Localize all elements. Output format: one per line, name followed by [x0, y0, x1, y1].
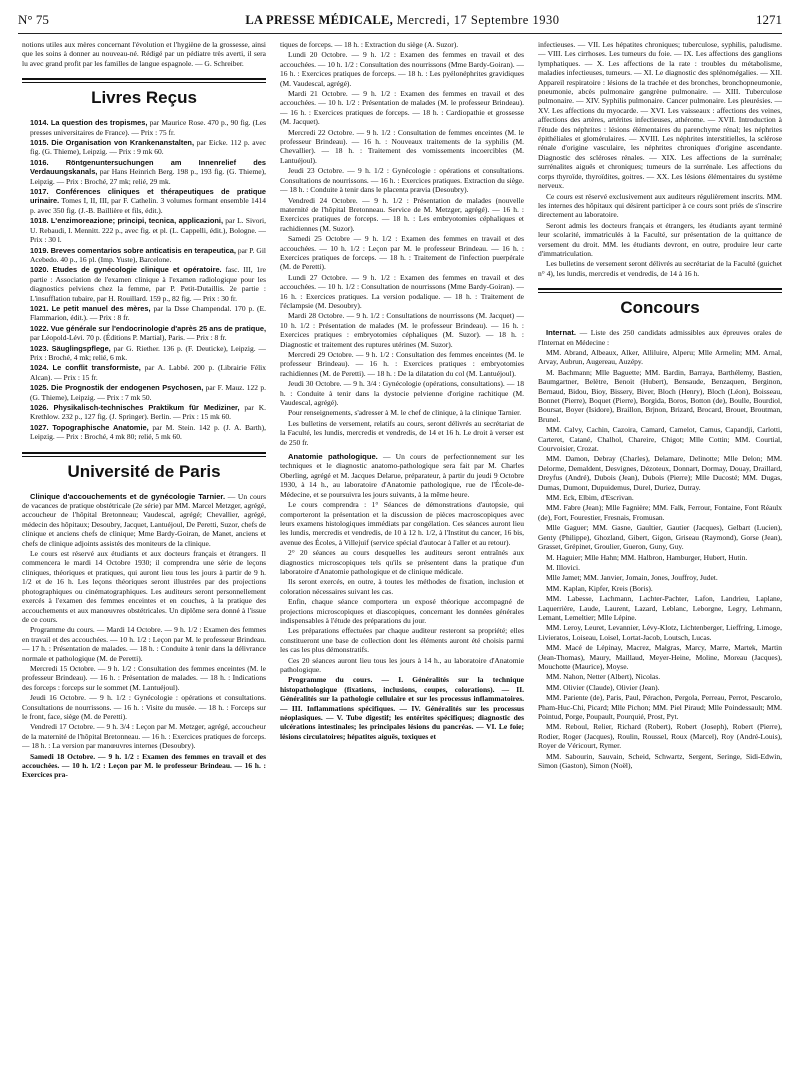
paragraph: Pour renseignements, s'adresser à M. le chef de clinique, à la clinique Tarnier. — [288, 408, 522, 418]
candidate-group: MM. Calvy, Cachin, Cazoira, Camard, Camelot, Camus, Capandji, Carlotti, Carteret, Catané, Chalhol, Chareire, Chigot; Mlle Cottin; MM. Courtial, Courvoisier, Crozat. — [538, 425, 782, 454]
journal-title: LA PRESSE MÉDICALE, — [245, 13, 394, 27]
candidate-group: M. Bachmann; Mlle Baguette; MM. Bardin, Barraya, Barthélemy, Bastien, Baumgartner, Belètre, Benoit (Hubert), Bensaude, Benzaquen, Berginon, Bernaud, Bidou, Bioy, Bissery, Biver, Bloch (Henry), Bloch (Léon), Boisseau, Bonnet (Pierre), Boquet (Pierre), Borgida, Boros, Botton (de), Boulle, Bourdiol, Boursat, Boyer (Isidore), Braillon, Brjnon, Brizard, Brocard, Brouet, Broutman, Brunel. — [538, 367, 782, 424]
section-title-concours: Concours — [538, 288, 782, 318]
candidate-list — [538, 348, 782, 770]
internat-heading: Internat. — [546, 328, 576, 338]
column-1 — [22, 40, 266, 1074]
anatomie-heading: Anatomie pathologique. — [288, 452, 378, 462]
candidate-group: MM. Macé de Lépinay, Macrez, Malgras, Marcy, Marre, Martek, Martin (Jean-Thomas), Maury, Maillaud, Meyer-Heine, Moline, Moreau (Jacques), Mouchotte (Maurice), Moyse. — [538, 643, 782, 671]
book-title: 1025. Die Prognostik der endogenen Psychosen, — [30, 383, 204, 393]
paragraph: Le cours est réservé aux étudiants et aux docteurs français et étrangers. Il commencera le mardi 14 Octobre 1930; il comprendra une série de leçons cliniques, théoriques et pratiques, qui auront lieu tous les jours à partir de 9 h. 1/2 et de 16 h. Les leçons théoriques seront illustrées par des projections photographiques ou cinématographiques. Les auditeurs seront personnellement exercés à l'examen des femmes enceintes et en couches, à la pratique des accouchements et aux manœuvres obstétricales. Un diplôme sera donné à l'issue de ce cours. — [22, 549, 266, 624]
book-list — [22, 118, 266, 441]
book-details: par F. Mauz. 122 p. (G. Thieme), Leipzig. — Prix : 7 mk 50. — [30, 383, 266, 402]
candidate-group: MM. Sabourin, Sauvain, Scheid, Schwartz, Sergent, Seringe, Sidi-Edwin, Simon (Gaston), Simon (Noël), — [538, 751, 782, 771]
book-entry — [22, 265, 266, 303]
paragraph: Mercredi 15 Octobre. — 9 h. 1/2 : Consultation des femmes enceintes (M. le professeur Brindeau). — 16 h. : Présentation de malades. — 18 h. : Indications des forceps : forceps sur le sommet (M. Lantuéjoul). — [22, 663, 266, 692]
paragraph: Enfin, chaque séance comportera un exposé théorique accompagné de projections microscopiques et diascopiques, concernant les données générales indispensables à l'étude des préparations du jour. — [280, 597, 524, 625]
book-entry — [22, 216, 266, 244]
internat-intro — [538, 328, 782, 347]
paragraph: 2° 20 séances au cours desquelles les auditeurs seront entraînés aux diagnostics microscopiques tels qu'ils se présentent dans la pratique d'un laboratoire d'Anatomie pathologique et de clinique médicale. — [280, 548, 524, 576]
book-details: par Hans Heinrich Berg. 198 p., 193 fig. (G. Thieme), Leipzig. — Prix : Broché, 27 mk; relié, 29 mk. — [30, 167, 266, 186]
paragraph: Samedi 25 Octobre — 9 h. 1/2 : Examen des femmes en travail et des accouchées. — 10 h. 1/2 : Leçon par M. le professeur Brindeau. — 16 h. : Exercices pratiques de forceps. — 18 h. : Traitement de l'infection puerpérale (M. de Peretti). — [280, 234, 524, 272]
candidate-group: MM. Fabre (Jean); Mlle Fagnière; MM. Falk, Ferrour, Fontaine, Font Réaulx (de), Fort, Fourestier, Fresnais, Fromusan. — [538, 503, 782, 522]
book-entry — [22, 363, 266, 382]
book-details: par la Dsse Champendal. 170 p. (E. Flammarion, édit.). — Prix : 8 fr. — [30, 303, 266, 323]
paragraph: Jeudi 23 Octobre. — 9 h. 1/2 : Gynécologie : opérations et consultations. Consultations de nourrissons. — 16 h. : Exercices pratiques. Extraction du siège. — 18 h. : Conduite à tenir dans le placenta prævia (Desoubry). — [280, 166, 524, 195]
book-details: fasc. III, 1re partie : Association de l'examen clinique à l'examen radiologique pour les diagnostics pelviens chez la femme, par P. Petit-Dutaillis. 2e partie : L'insufflation tubaire, par H. Rouillard. 159 p., 82 fig. — Prix : 30 fr. — [30, 265, 266, 303]
page-number: 1271 — [755, 12, 782, 27]
paragraph: Les bulletins de versement, relatifs au cours, seront délivrés au secrétariat de la Faculté, les lundis, mercredis et vendredis, de 14 et 16 h. Le droit à verser est de 250 fr. — [280, 418, 524, 447]
candidate-group: M. Illovici. — [546, 562, 580, 572]
book-title: 1022. Vue générale sur l'endocrinologie d'après 25 ans de pratique, — [30, 323, 266, 333]
anatomie-text: — Un cours de perfectionnement sur les techniques et le diagnostic anatomo-pathologique sera fait par M. Charles Oberling, agrégé et M. Jacques Delarue, préparateur, à partir du jeudi 9 Octobre 1930, à 14 h., au laboratoire d'Anatomie pathologique, rue de l'École-de-Médecine, et se poursuivra les jours suivants, à la même heure. — [280, 452, 524, 499]
book-title: 1019. Breves comentarios sobre anticatisis en terapeutica, — [30, 245, 236, 255]
book-title: 1014. La question des tropismes, — [30, 118, 148, 128]
section-title-universite: Université de Paris — [22, 452, 266, 482]
anatomie-intro — [280, 452, 524, 499]
header-rule — [18, 33, 782, 34]
book-entry — [22, 383, 266, 402]
book-title: 1016. Röntgenuntersuchungen am Innenrelief des Verdauungskanals, — [30, 157, 266, 177]
column-3 — [538, 40, 782, 1074]
book-title: 1015. Die Organisation von Krankenanstalten, — [30, 138, 195, 148]
book-entry — [22, 344, 266, 363]
clinique-text: — Un cours de vacances de pratique obstétricale (2e série) par MM. Marcel Metzger, agrégé, accoucheur de l'hôpital Bretonneau; Vaudescal, agrégé; Chevallier, agrégé, médecin des hôpitaux; Desoubry, Jacquet, Lantuéjoul, De Peretti, Suzor, chefs de clinique et anciens chefs de clinique; Mme Bardy-Goiran, de Manet, anciens et chefs de clinique adjoints assistés des moniteurs de la clinique. — [22, 491, 266, 548]
book-title: 1023. Säuglingspflege, — [30, 343, 111, 353]
section-title-livres-recus: Livres Reçus — [22, 78, 266, 108]
candidate-group: MM. Kaplan, Kipfer, Kreis (Boris). — [546, 583, 653, 593]
candidate-group: MM. Pariente (de), Paris, Paul, Pérachon, Pergola, Perreau, Perrot, Pescarolo, Pham-Huc-Chi, Picard; Mlle Pichon; MM. Piel Piraud; Mlle Poindessault; MM. Pointud, Porge, Poupault, Pourquié, Prost, Pyt. — [538, 693, 782, 721]
candidate-group: MM. Labesse, Lachmann, Lachter-Pachter, Lafon, Landrieu, Laplane, Laquerrière, Laude, Laurent, Lazard, Leblanc, Leborgne, Legry, Lehmann, Lemant, Lemeltier; Mlle Lépine. — [538, 594, 782, 622]
clinique-intro — [22, 492, 266, 548]
book-entry — [22, 138, 266, 157]
book-entry — [22, 324, 266, 343]
book-title: 1024. Le conflit transformiste, — [30, 363, 141, 373]
paragraph: Programme du cours. — Mardi 14 Octobre. — 9 h. 1/2 : Examen des femmes en travail et des accouchées. — 10 h. 1/2 : Leçon par M. le professeur Brindeau. — 17 h. : Présentation de malades. — 18 h. : Conduite à tenir dans la délivrance normale et pathologique (M. de Peretti). — [22, 625, 266, 663]
journal-masthead — [245, 13, 559, 28]
paragraph: Jeudi 30 Octobre. — 9 h. 3/4 : Gynécologie (opérations, consultations). — 18 h. : Conduite à tenir dans la dystocie pelvienne d'origine rachitique (M. Vaudescal, agrégé). — [280, 379, 524, 408]
issue-number: N° 75 — [18, 12, 49, 27]
book-entry — [22, 158, 266, 186]
book-title: 1017. Conférences cliniques et thérapeutiques de pratique urinaire. — [30, 187, 266, 206]
paragraph: Ils seront exercés, en outre, à toutes les méthodes de fixation, inclusion et coloration nécessaires suivant les cas. — [280, 577, 524, 596]
clinique-heading: Clinique d'accouchements et de gynécologie Tarnier. — [30, 491, 226, 501]
candidate-group: M. Haguier; Mlle Hahn; MM. Halbron, Hamburger, Hubert, Hutin. — [546, 552, 748, 562]
book-details: par M. Stein. 142 p. (J. A. Barth), Leipzig. — Prix : Broché, 4 mk 80; relié, 5 mk 60. — [30, 422, 266, 442]
paragraph: Ces 20 séances auront lieu tous les jours à 14 h., au laboratoire d'Anatomie pathologique. — [280, 655, 524, 674]
page-header — [18, 12, 782, 30]
book-details: par G. Riether. 136 p. (F. Deuticke), Leipzig. — Prix : Broché, 4 mk; relié, 6 mk. — [30, 343, 266, 362]
book-entry — [22, 118, 266, 137]
paragraph: infectieuses. — VII. Les hépatites chroniques; tuberculose, syphilis, paludisme. — VIII. Les cirrhoses. Les tumeurs du foie. — IX. Les affections des ganglions lymphatiques. — X. Les affections de la rate : troubles du métabolisme, maladies infectieuses, tumeurs. — XI. Le diagnostic des splénomégalies. — XII. Appareil respiratoire : lésions de la trachée et des bronches, bronchopneumonie, pneumonie, abcès pulmonaire gangrène pulmonaire. — XIII. Tuberculose pulmonaire. — XIV. Syphilis pulmonaire. Cancer pulmonaire. Les pleurésies. — XV. Les affections du myocarde. — XVI. Les vaisseaux : affections des veines, affections des artères, artérites infectieuses, athérome. — XVII. Introduction à l'étude des néphrites : lésions élémentaires du parenchyme rénal; les néphrites épithéliales et glomérulaires. — XVIII. Les néphrites interstitielles, la sclérose rénale d'origine vasculaire, les néphrites chroniques d'origine ascendante. Diagnostic des scléroses rénales. — XIX. Les affections de la surrénale; surrénalites aiguës et chroniques; tumeurs de la surrénale. Les affections du corps thyroïde, thyroïdites, goitres. — XX. Les lésions élémentaires du système nerveux. — [538, 40, 782, 191]
paragraph: Lundi 20 Octobre. — 9 h. 1/2 : Examen des femmes en travail et des accouchées. — 10 h. 1/2 : Consultation des nourrissons (Mme Bardy-Goiran). — 16 h. : Exercices pratiques de forceps. — 18 h. : Les pyélonéphrites gravidiques (M. Vaudescal, agrégé). — [280, 50, 524, 88]
book-details: par Eicke. 112 p. avec fig. (G. Thieme), Leipzig. — Prix : 9 mk 60. — [30, 138, 266, 157]
paragraph: Seront admis les docteurs français et étrangers, les étudiants ayant terminé leur scolarité, immatriculés à la Faculté, sur présentation de la quittance de versement du droit. MM. les étudiants devront, en outre, produire leur carte d'immatriculation. — [538, 220, 782, 258]
paragraph: Mercredi 29 Octobre. — 9 h. 1/2 : Consultation des femmes enceintes (M. le professeur Brindeau). — 16 h. : Exercices pratiques : embryotomies rachidiennes (M. de Peretti). — 18 h. : De la dilatation du col (M. Lantuéjoul). — [280, 350, 524, 378]
paragraph: Le cours comprendra : 1° Séances de démonstrations d'autopsie, qui comporteront la présentation et la discussion de pièces macroscopiques avec leurs examens histologiques immédiats par congélation. Ces séances auront lieu les lundis, mercredis et vendredis, de 10 à 12 h. 1/2, à l'Institut du cancer, 16 bis, avenue des Écoles, à Villejuif (service spécial d'autocar à l'aller et au retour). — [280, 500, 524, 547]
candidate-group: MM. Eck, Elbim, d'Escrivan. — [546, 493, 634, 503]
candidate-group: MM. Olivier (Claude), Olivier (Jean). — [546, 682, 660, 692]
book-entry — [22, 187, 266, 215]
paragraph: Mardi 28 Octobre. — 9 h. 1/2 : Consultations de nourrissons (M. Jacquet) — 10 h. 1/2 : Présentation de malades (M. le professeur Brindeau). — 16 h. : Exercices pratiques : embryotomies céphaliques (M. Suzor). — 18 h. : Diagnostic et traitement des ruptures utérines (M. Suzor). — [280, 311, 524, 349]
book-entry — [22, 304, 266, 323]
book-title: 1027. Topographische Anatomie, — [30, 422, 149, 432]
paragraph: Vendredi 17 Octobre. — 9 h. 3/4 : Leçon par M. Metzger, agrégé, accoucheur de la maternité de l'hôpital Bretonneau. — 16 h. : Exercices pratiques de forceps. — 18 h. : La version par manœuvres internes (Desoubry). — [22, 722, 266, 751]
book-details: par Maurice Rose. 470 p., 90 fig. (Les presses universitaires de France). — Prix : 75 fr. — [30, 118, 266, 137]
column-2 — [280, 40, 524, 1074]
paragraph: Programme du cours. — I. Généralités sur la technique histopathologique (fixations, inclusions, coupes, colorations). — II. Généralités sur la pathologie cellulaire et sur les processus inflammatoires. — III. Inflammations spécifiques. — IV. Généralités sur les processus néoplasiques. — V. Tube digestif; les entérites spécifiques; diagnostic des ulcérations intestinales; les principales lésions du pancréas. — VI. Le foie; lésions circulatoires; hépatites aiguës, toxiques et — [280, 675, 524, 741]
candidate-group: Mlle Jamet; MM. Janvier, Jomain, Jones, Jouffroy, Judet. — [546, 573, 718, 583]
candidate-group: MM. Damon, Debray (Charles), Delamare, Delinotte; Mlle Delon; MM. Delorme, Demaldent, Desvignes, Dézoteux, Donnart, Dormay, Douay, Draillard, Dreyfus (André), Dubois (Jean), Dubois (Pierre); Mlle Ducosté; MM. Dugas, Dumas, Dumont, Dupuidemus, Durel, Duriez, Dutray. — [538, 454, 782, 492]
book-details: par L. Sivori, U. Rebaudi, I. Mennitt. 222 p., avec fig. et pl. (L. Cappelli, édit.), Bologne. — Prix : 30 l. — [30, 216, 266, 245]
candidate-group: MM. Nahon, Netter (Albert), Nicolas. — [546, 672, 661, 682]
book-entry — [22, 246, 266, 265]
book-details: Tomes I, II, III, par F. Cathelin. 3 volumes formant ensemble 1414 p. avec 350 fig. (J.-B. Baillière et fils, édit.). — [30, 196, 266, 215]
internat-text: — Liste des 250 candidats admissibles aux épreuves orales de l'Internat en Médecine : — [538, 328, 782, 347]
review-ending: notions utiles aux mères concernant l'évolution et l'hygiène de la grossesse, ainsi que les soins à donner au nouveau-né. Rédigé par un pédiatre très averti, il sera lu avec grand profit par les familles de langue espagnole. — G. Schreiber. — [22, 40, 266, 68]
book-entry — [22, 423, 266, 442]
book-details: par P. Gil Acebedo. 40 p., 16 pl. (Imp. Yuste), Barcelone. — [30, 245, 266, 264]
paragraph: tiques de forceps. — 18 h. : Extraction du siège (A. Suzor). — [280, 40, 459, 49]
book-title: 1026. Physikalisch-technisches Praktikum für Mediziner, — [30, 403, 240, 412]
book-title: 1021. Le petit manuel des mères, — [30, 303, 151, 313]
book-details: par Léopold-Lévi. 70 p. (Éditions P. Martial), Paris. — Prix : 8 fr. — [30, 333, 227, 343]
book-title: 1018. L'enzimoreazione; principi, tecnica, applicazioni, — [30, 216, 223, 226]
paragraph: Mardi 21 Octobre. — 9 h. 1/2 : Examen des femmes en travail et des accouchées. — 10 h. 1/2 : Présentation de malades (M. le professeur Brindeau). — 16 h. : Exercices pratiques de forceps. — 18 h. : Cardiopathie et grossesse (M. Jacquet). — [280, 89, 524, 127]
paragraph: Les bulletins de versement seront délivrés au secrétariat de la Faculté (guichet n° 4), les lundis, mercredis et vendredis, de 14 à 16 h. — [538, 259, 782, 278]
book-details: par A. Labbé. 200 p. (Librairie Félix Alcan). — Prix : 15 fr. — [30, 363, 266, 382]
candidate-group: MM. Leroy, Leuret, Levannier, Lévy-Klotz, Lichtenberger, Lieffring, Limoge, Livieratos, Loiseau, Loisel, Lortat-Jacob, Loutsch, Lucas. — [538, 623, 782, 642]
book-details: par K. Krethlow. 232 p., 127 fig. (J. Springer). Berlin. — Prix : 15 mk 60. — [30, 403, 266, 422]
book-title: 1020. Etudes de gynécologie clinique et opératoire. — [30, 265, 222, 275]
candidate-group: MM. Reboul, Relier, Richard (Robert), Robert (Joseph), Robert (Pierre), Rodier, Roger (Jacques), Roulin, Roussel, Roux (Marcel), Roy (André-Louis), Royer de Véricourt, Rymer. — [538, 722, 782, 751]
issue-date: Mercredi, 17 Septembre 1930 — [396, 13, 560, 27]
paragraph: Jeudi 16 Octobre. — 9 h. 1/2 : Gynécologie : opérations et consultations. Consultations de nourrissons. — 16 h. : Visite du musée. — 18 h. : Forceps sur le front, face, siège (M. de Peretti). — [22, 693, 266, 721]
paragraph: Vendredi 24 Octobre. — 9 h. 1/2 : Présentation de malades (nouvelle maternité de l'hôpital Bretonneau. Service de M. Metzger, agrégé). — 16 h. : Exercices pratiques de forceps. — 18 h. : Les embryotomies céphaliques et rachidiennes (M. Suzor). — [280, 195, 524, 233]
candidate-group: MM. Abrand, Albeaux, Alker, Alliluire, Alperu; Mlle Armelin; MM. Arnal, Arvay, Aubrun, Augereau, Auzépy. — [538, 347, 782, 367]
candidate-group: Mlle Gaguer; MM. Gasne, Gaultier, Gautier (Jacques), Gelbart (Lucien), Genty (Philippe), Ghozland, Gibert, Gigon, Griseau (Raymond), Gorse (Jean), Grasset, Grépinet, Groulier, Gueron, Guny, Guy. — [538, 523, 782, 552]
paragraph: Samedi 18 Octobre. — 9 h. 1/2 : Examen des femmes en travail et des accouchées. — 10 h. 1/2 : Leçon par M. le professeur Brindeau. — 16 h. : Exercices pra- — [22, 751, 266, 780]
paragraph: Mercredi 22 Octobre. — 9 h. 1/2 : Consultation de femmes enceintes (M. le professeur Brindeau). — 16 h. : Nouveaux traitements de la syphilis (M. Chevallier). — 18 h. : Traitement des vomissements incoercibles (M. Lantuéjoul). — [280, 127, 524, 165]
paragraph: Lundi 27 Octobre. — 9 h. 1/2 : Examen des femmes en travail et des accouchées. — 10 h. 1/2 : Consultation de nourrissons (Mme Bardy-Goiran). — 16 h. : Exercices pratiques. La version podalique. — 18 h. : Traitement de l'éclampsie (M. Desoubry). — [280, 272, 524, 310]
book-entry — [22, 403, 266, 422]
paragraph: Les préparations effectuées par chaque auditeur resteront sa propriété; elles constitueront une base de collection dont les éléments auront été choisis parmi les cas les plus démonstratifs. — [280, 626, 524, 655]
paragraph: Ce cours est réservé exclusivement aux auditeurs régulièrement inscrits. MM. les internes des hôpitaux qui désirent participer à ce cours sont priés de s'inscrire directement au laboratoire. — [538, 191, 782, 220]
